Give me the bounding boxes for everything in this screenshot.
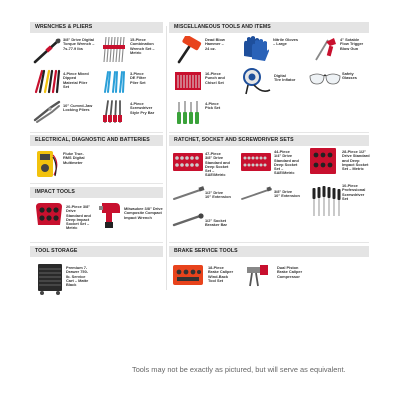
divider-top-right xyxy=(169,132,369,133)
dead-blow-hammer-label: Dead Blow Hammer – 24 oz. xyxy=(205,37,225,51)
divider-top-left xyxy=(30,132,163,133)
safety-glasses-label: Safety Glasses xyxy=(342,71,357,81)
impact-wrench-label: Milwaukee 3/8" Drive Composite Compact Impact Wrench xyxy=(124,206,163,220)
breaker-bar-label: 1/2" Socket Breaker Bar xyxy=(205,218,228,228)
mixed-pliers-image xyxy=(32,68,62,94)
tire-inflator-label: Digital Tire Inflator xyxy=(274,73,296,83)
divider-storage xyxy=(30,242,163,243)
caliper-compressor-image xyxy=(244,262,274,288)
safety-glasses-image xyxy=(308,70,342,88)
column-divider xyxy=(166,26,167,290)
service-cart-label: Premium 7- Drawer 750- lb. Service Cart – Matte Black xyxy=(66,265,89,288)
nitrile-gloves-label: Nitrile Gloves – Large xyxy=(273,37,299,47)
section-header-brake: BRAKE SERVICE TOOLS xyxy=(169,246,369,257)
socket-set-14-label: 44-Piece 1/4" Drive Standard and Deep Socket Set – SAE/Metric xyxy=(274,149,299,176)
impact-socket-set-image xyxy=(33,201,65,227)
section-header-misc: MISCELLANEOUS TOOLS AND ITEMS xyxy=(169,22,369,33)
nitrile-gloves-image xyxy=(240,34,270,62)
torque-wrench-image xyxy=(32,36,62,66)
multimeter-image xyxy=(34,149,60,179)
divider-mid-left xyxy=(30,183,163,184)
brake-caliper-set-label: 18-Piece Brake Caliper Wind-Back Tool Set xyxy=(208,265,234,283)
extension-38-image xyxy=(240,186,274,202)
torque-wrench-label: 3/8" Drive Digital Torque Wrench – 7s-77.9 lbs xyxy=(63,37,95,51)
section-header-ratchet: RATCHET, SOCKET AND SCREWDRIVER SETS xyxy=(169,135,369,146)
punch-chisel-label: 16-Piece Punch and Chisel Set xyxy=(205,71,225,85)
screwdriver-set-image xyxy=(310,184,342,218)
screwdriver-set-label: 10-Piece Professional Screwdriver Set xyxy=(342,183,366,201)
extension-38-label: 3/8" Drive 10" Extension xyxy=(274,189,300,199)
socket-set-14-image xyxy=(240,150,272,174)
caliper-compressor-label: Dual Piston Brake Caliper Compressor xyxy=(277,265,303,279)
divider-brake xyxy=(169,242,369,243)
mixed-pliers-label: 4-Piece Mixed Dipped Material Plier Set xyxy=(63,71,89,89)
blow-gun-label: 4" Sotable Flow Trigger Blow Gun xyxy=(340,37,364,51)
impact-socket-set-12-label: 28-Piece 1/2" Drive Standard and Deep Impact Socket Set – Metric xyxy=(342,149,370,172)
dead-blow-hammer-image xyxy=(173,36,203,64)
breaker-bar-image xyxy=(172,212,206,228)
pick-set-image xyxy=(173,98,203,126)
multimeter-label: Fluke True- RMS Digital Multimeter xyxy=(63,151,85,165)
locking-pliers-label: 10" Curved-Jaw Locking Pliers xyxy=(63,103,93,113)
service-cart-image xyxy=(36,262,64,296)
impact-wrench-image xyxy=(96,200,124,232)
extension-12-image xyxy=(172,186,206,202)
filter-pliers-label: 3-Piece DE Filter Plier Set xyxy=(130,71,146,85)
section-header-wrenches: WRENCHES & PLIERS xyxy=(30,22,163,33)
filter-pliers-image xyxy=(100,68,128,94)
combination-wrench-image xyxy=(100,34,128,64)
section-header-electrical: ELECTRICAL, DIAGNOSTIC AND BATTERIES xyxy=(30,135,163,146)
locking-pliers-image xyxy=(32,98,62,124)
socket-set-38-image xyxy=(172,150,204,174)
blow-gun-image xyxy=(312,34,340,64)
combination-wrench-label: 15-Piece Combination Wrench Set – Metric xyxy=(130,37,155,55)
impact-socket-set-12-image xyxy=(308,146,340,176)
equivalence-disclaimer: Tools may not be exactly as pictured, but will serve as equivalent. xyxy=(132,365,346,374)
pry-bar-image xyxy=(100,98,128,124)
punch-chisel-image xyxy=(173,68,203,94)
tire-inflator-image xyxy=(240,66,272,96)
impact-socket-set-label: 20-Piece 3/8" Drive Standard and Deep Impact Socket Set – Metric xyxy=(66,204,91,231)
pick-set-label: 4-Piece Pick Set xyxy=(205,101,221,111)
section-header-storage: TOOL STORAGE xyxy=(30,246,163,257)
section-header-impact: IMPACT TOOLS xyxy=(30,187,163,198)
socket-set-38-label: 47-Piece 3/8" Drive Standard and Deep Socket Set – SAE/Metric xyxy=(205,151,230,178)
extension-12-label: 1/2" Drive 10" Extension xyxy=(205,190,231,200)
pry-bar-label: 4-Piece Screwdriver Style Pry Bar xyxy=(130,101,155,115)
brake-caliper-set-image xyxy=(172,262,204,288)
